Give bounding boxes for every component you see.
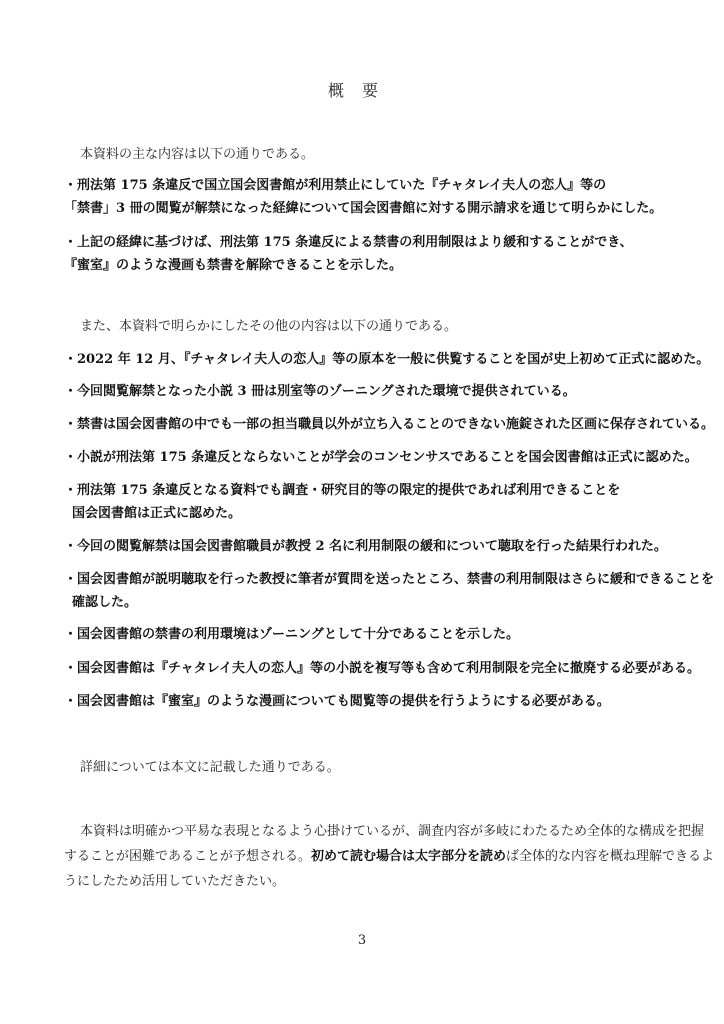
details-text: 詳細については本文に記載した通りである。 bbox=[80, 760, 340, 775]
closing-line-2-bold: 初めて読む場合は太字部分を読め bbox=[311, 849, 507, 864]
other-point-9: ・国会図書館は『チャタレイ夫人の恋人』等の小説を複写等も含めて利用制限を完全に撤廃する必要がある。 bbox=[64, 661, 700, 676]
main-point-1-line-2: 「禁書」3 冊の閲覧が解禁になった経緯について国会図書館に対する開示請求を通じて明らかにした。 bbox=[64, 201, 663, 216]
other-point-10: ・国会図書館は『蜜室』のような漫画についても閲覧等の提供を行うようにする必要がある。 bbox=[64, 694, 610, 709]
intro-text: 本資料の主な内容は以下の通りである。 bbox=[80, 147, 315, 162]
closing-line-3: うにしたため活用していただきたい。 bbox=[64, 874, 286, 889]
other-point-4: ・小説が刑法第 175 条違反とならないことが学会のコンセンサスであることを国会図書館は正式に認めた。 bbox=[64, 450, 698, 465]
other-point-6: ・今回の閲覧解禁は国会図書館職員が教授 2 名に利用制限の緩和について聴取を行った結果行われた。 bbox=[64, 539, 667, 554]
page-title: 概要 bbox=[327, 81, 396, 100]
other-intro-text: また、本資料で明らかにしたその他の内容は以下の通りである。 bbox=[80, 319, 458, 334]
closing-line-2-post: ば全体的な内容を概ね理解できるよ bbox=[506, 849, 715, 864]
other-point-3: ・禁書は国会図書館の中でも一部の担当職員以外が立ち入ることのできない施錠された区画に保存されている。 bbox=[64, 417, 715, 432]
other-point-5-line-1: ・刑法第 175 条違反となる資料でも調査・研究目的等の限定的提供であれば利用できることを bbox=[64, 483, 621, 498]
other-point-8: ・国会図書館の禁書の利用環境はゾーニングとして十分であることを示した。 bbox=[64, 627, 520, 642]
closing-line-2-pre: することが困難であることが予想される。 bbox=[64, 849, 312, 864]
other-point-5-line-2: 国会図書館は正式に認めた。 bbox=[72, 506, 242, 521]
other-point-1: ・2022 年 12 月、『チャタレイ夫人の恋人』等の原本を一般に供覧することを国が史上初めて正式に認めた。 bbox=[64, 352, 710, 367]
closing-line-2 bbox=[64, 849, 714, 865]
main-point-1-line-1: ・刑法第 175 条違反で国立国会図書館が利用禁止にしていた『チャタレイ夫人の恋人』等の bbox=[64, 178, 607, 193]
page-number: 3 bbox=[357, 933, 367, 948]
other-point-2: ・今回閲覧解禁となった小説 3 冊は別室等のゾーニングされた環境で提供されている。 bbox=[64, 384, 576, 399]
main-point-2-line-1: ・上記の経緯に基づけば、刑法第 175 条違反による禁書の利用制限はより緩和することができ、 bbox=[64, 235, 633, 250]
other-point-7-line-2: 確認した。 bbox=[72, 595, 138, 610]
main-point-2-line-2: 『蜜室』のような漫画も禁書を解除できることを示した。 bbox=[64, 258, 403, 273]
closing-line-1: 本資料は明確かつ平易な表現となるよう心掛けているが、調査内容が多岐にわたるため全体的な構成を把握 bbox=[80, 824, 705, 839]
other-point-7-line-1: ・国会図書館が説明聴取を行った教授に筆者が質問を送ったところ、禁書の利用制限はさらに緩和できることを bbox=[64, 572, 715, 587]
